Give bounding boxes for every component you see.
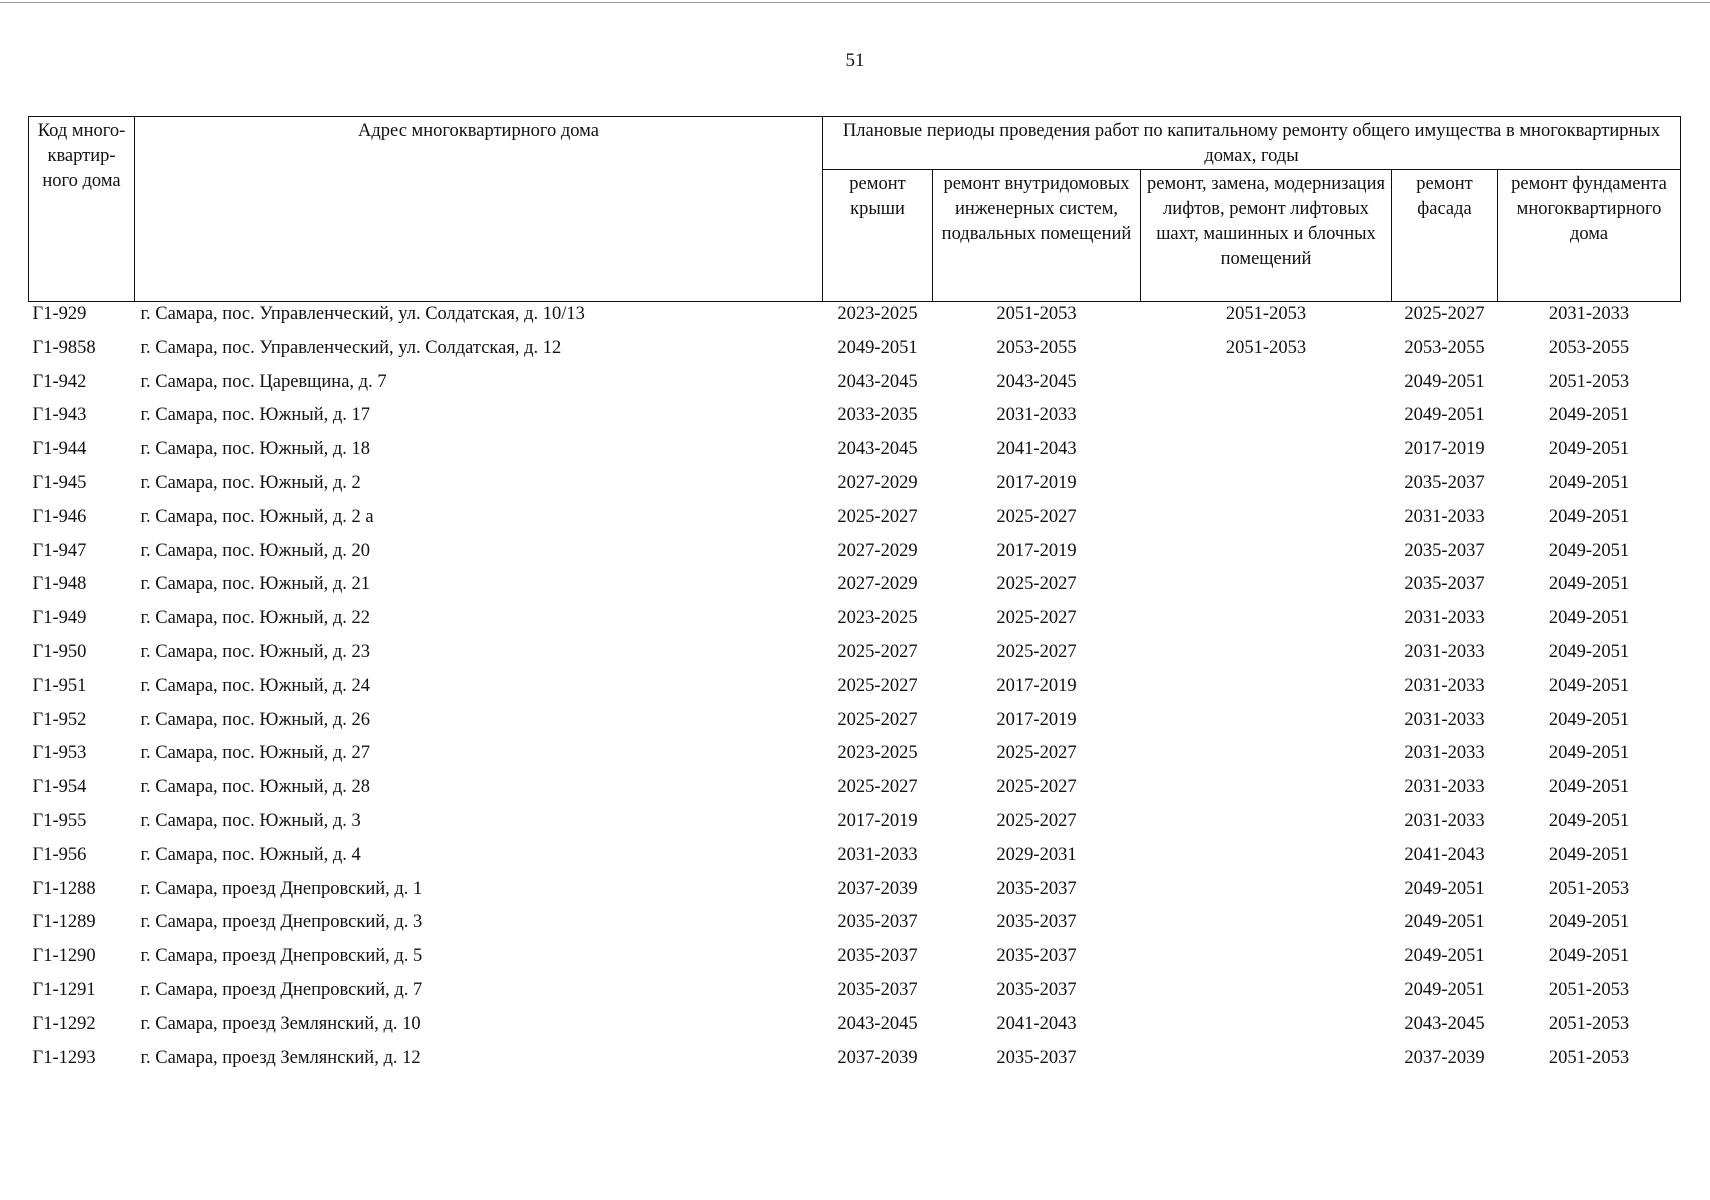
- cell-facade: 2049-2051: [1404, 912, 1485, 933]
- cell-elevators: [1141, 403, 1392, 437]
- cell-roof: 2027-2029: [837, 472, 918, 493]
- cell-facade: 2031-2033: [1404, 810, 1485, 831]
- table-row: [29, 843, 1681, 877]
- header-address: Адрес многоквартирного дома: [135, 117, 823, 302]
- cell-facade: 2041-2043: [1404, 844, 1485, 865]
- cell-code: Г1-952: [32, 709, 87, 730]
- cell-foundation: 2049-2051: [1548, 405, 1630, 426]
- cell-foundation: 2031-2033: [1548, 304, 1630, 324]
- cell-elevators: [1141, 606, 1392, 640]
- cell-elevators: 2051-2053: [1225, 304, 1307, 324]
- cell-foundation: 2049-2051: [1548, 675, 1630, 696]
- cell-foundation: 2051-2053: [1548, 1047, 1630, 1068]
- top-rule: [0, 2, 1710, 3]
- cell-roof: 2035-2037: [837, 946, 918, 967]
- cell-facade: 2031-2033: [1404, 608, 1485, 629]
- header-periods-group: Плановые периоды проведения работ по капитальному ремонту общего имущества в многоквартирных домах, годы: [823, 117, 1681, 170]
- table-row: [29, 1046, 1681, 1080]
- cell-address: г. Самара, пос. Южный, д. 21: [140, 574, 371, 595]
- cell-code: Г1-1292: [32, 1013, 96, 1034]
- cell-engineering: 2025-2027: [996, 743, 1077, 764]
- cell-foundation: 2049-2051: [1548, 608, 1630, 629]
- cell-engineering: 2025-2027: [996, 641, 1077, 662]
- cell-roof: 2025-2027: [837, 506, 918, 527]
- cell-code: Г1-954: [32, 777, 87, 798]
- cell-engineering: 2041-2043: [996, 1013, 1077, 1034]
- table-row: [29, 910, 1681, 944]
- cell-roof: 2025-2027: [837, 641, 918, 662]
- cell-facade: 2049-2051: [1404, 979, 1485, 1000]
- cell-elevators: [1141, 674, 1392, 708]
- cell-address: г. Самара, пос. Южный, д. 24: [140, 675, 371, 696]
- cell-elevators: [1141, 370, 1392, 404]
- cell-elevators: 2051-2053: [1225, 337, 1307, 358]
- cell-facade: 2049-2051: [1404, 371, 1485, 392]
- cell-elevators: [1141, 877, 1392, 911]
- header-facade: ремонт фасада: [1392, 170, 1498, 302]
- cell-roof: 2043-2045: [837, 371, 918, 392]
- cell-foundation: 2049-2051: [1548, 439, 1630, 460]
- table-row: [29, 437, 1681, 471]
- cell-roof: 2035-2037: [837, 912, 918, 933]
- cell-foundation: 2051-2053: [1548, 1013, 1630, 1034]
- table-row: [29, 877, 1681, 911]
- cell-facade: 2049-2051: [1404, 878, 1485, 899]
- cell-address: г. Самара, пос. Южный, д. 26: [140, 709, 371, 730]
- cell-code: Г1-1289: [32, 912, 96, 933]
- cell-elevators: [1141, 539, 1392, 573]
- cell-address: г. Самара, пос. Южный, д. 2 а: [140, 506, 374, 527]
- cell-elevators: [1141, 505, 1392, 539]
- cell-facade: 2017-2019: [1404, 439, 1485, 460]
- table-row: [29, 471, 1681, 505]
- cell-engineering: 2025-2027: [996, 810, 1077, 831]
- table-header: [29, 117, 1681, 302]
- cell-elevators: [1141, 741, 1392, 775]
- cell-engineering: 2025-2027: [996, 506, 1077, 527]
- cell-engineering: 2035-2037: [996, 912, 1077, 933]
- cell-elevators: [1141, 640, 1392, 674]
- cell-roof: 2037-2039: [837, 1047, 918, 1068]
- cell-facade: 2025-2027: [1404, 304, 1485, 324]
- cell-facade: 2035-2037: [1404, 574, 1485, 595]
- cell-elevators: [1141, 1046, 1392, 1080]
- cell-engineering: 2017-2019: [996, 472, 1077, 493]
- cell-elevators: [1141, 910, 1392, 944]
- cell-address: г. Самара, проезд Землянский, д. 10: [140, 1013, 421, 1034]
- cell-roof: 2025-2027: [837, 675, 918, 696]
- cell-facade: 2031-2033: [1404, 506, 1485, 527]
- cell-foundation: 2049-2051: [1548, 777, 1630, 798]
- capital-repair-table: [28, 116, 1681, 1079]
- cell-engineering: 2035-2037: [996, 1047, 1077, 1068]
- table-row: [29, 505, 1681, 539]
- cell-roof: 2037-2039: [837, 878, 918, 899]
- cell-engineering: 2035-2037: [996, 878, 1077, 899]
- header-code: Код много-квартир-ного дома: [29, 117, 135, 302]
- table-row: [29, 539, 1681, 573]
- cell-roof: 2017-2019: [837, 810, 918, 831]
- cell-facade: 2049-2051: [1404, 405, 1485, 426]
- cell-foundation: 2049-2051: [1548, 506, 1630, 527]
- cell-roof: 2023-2025: [837, 608, 918, 629]
- cell-code: Г1-950: [32, 641, 87, 662]
- cell-elevators: [1141, 1012, 1392, 1046]
- cell-code: Г1-944: [32, 439, 87, 460]
- cell-address: г. Самара, пос. Южный, д. 17: [140, 405, 371, 426]
- cell-code: Г1-1290: [32, 946, 96, 967]
- table-row: [29, 403, 1681, 437]
- cell-elevators: [1141, 843, 1392, 877]
- table-row: [29, 302, 1681, 336]
- cell-facade: 2031-2033: [1404, 675, 1485, 696]
- cell-engineering: 2051-2053: [996, 304, 1077, 324]
- cell-elevators: [1141, 944, 1392, 978]
- cell-engineering: 2017-2019: [996, 540, 1077, 561]
- table-row: [29, 944, 1681, 978]
- cell-engineering: 2035-2037: [996, 946, 1077, 967]
- cell-address: г. Самара, пос. Управленческий, ул. Солдатская, д. 12: [140, 337, 562, 358]
- cell-foundation: 2051-2053: [1548, 878, 1630, 899]
- cell-code: Г1-947: [32, 540, 87, 561]
- cell-code: Г1-953: [32, 743, 87, 764]
- cell-engineering: 2029-2031: [996, 844, 1077, 865]
- cell-foundation: 2051-2053: [1548, 979, 1630, 1000]
- cell-address: г. Самара, пос. Южный, д. 20: [140, 540, 371, 561]
- cell-engineering: 2025-2027: [996, 777, 1077, 798]
- cell-code: Г1-945: [32, 472, 87, 493]
- cell-facade: 2037-2039: [1404, 1047, 1485, 1068]
- cell-engineering: 2041-2043: [996, 439, 1077, 460]
- cell-foundation: 2049-2051: [1548, 946, 1630, 967]
- cell-address: г. Самара, пос. Южный, д. 2: [140, 472, 361, 493]
- cell-foundation: 2049-2051: [1548, 844, 1630, 865]
- table-row: [29, 336, 1681, 370]
- cell-foundation: 2049-2051: [1548, 810, 1630, 831]
- cell-address: г. Самара, пос. Южный, д. 23: [140, 641, 371, 662]
- table-row: [29, 674, 1681, 708]
- table-row: [29, 775, 1681, 809]
- cell-foundation: 2049-2051: [1548, 540, 1630, 561]
- cell-elevators: [1141, 437, 1392, 471]
- cell-roof: 2035-2037: [837, 979, 918, 1000]
- cell-address: г. Самара, пос. Управленческий, ул. Солдатская, д. 10/13: [140, 304, 585, 324]
- cell-engineering: 2025-2027: [996, 608, 1077, 629]
- cell-facade: 2031-2033: [1404, 641, 1485, 662]
- cell-engineering: 2017-2019: [996, 709, 1077, 730]
- cell-roof: 2025-2027: [837, 709, 918, 730]
- cell-elevators: [1141, 471, 1392, 505]
- cell-engineering: 2017-2019: [996, 675, 1077, 696]
- cell-foundation: 2051-2053: [1548, 371, 1630, 392]
- cell-facade: 2035-2037: [1404, 540, 1485, 561]
- cell-facade: 2035-2037: [1404, 472, 1485, 493]
- table-row: [29, 572, 1681, 606]
- table-row: [29, 708, 1681, 742]
- header-elevators: ремонт, замена, модернизация лифтов, ремонт лифтовых шахт, машинных и блочных помещений: [1141, 170, 1392, 302]
- cell-code: Г1-951: [32, 675, 87, 696]
- cell-roof: 2023-2025: [837, 743, 918, 764]
- cell-foundation: 2053-2055: [1548, 337, 1630, 358]
- cell-address: г. Самара, пос. Южный, д. 18: [140, 439, 371, 460]
- cell-address: г. Самара, проезд Днепровский, д. 1: [140, 878, 423, 899]
- table-row: [29, 978, 1681, 1012]
- cell-code: Г1-955: [32, 810, 87, 831]
- cell-address: г. Самара, проезд Днепровский, д. 5: [140, 946, 423, 967]
- cell-roof: 2025-2027: [837, 777, 918, 798]
- header-roof: ремонт крыши: [823, 170, 933, 302]
- table-row: [29, 809, 1681, 843]
- cell-code: Г1-929: [32, 304, 87, 324]
- cell-roof: 2031-2033: [837, 844, 918, 865]
- cell-roof: 2033-2035: [837, 405, 918, 426]
- cell-foundation: 2049-2051: [1548, 641, 1630, 662]
- cell-address: г. Самара, проезд Днепровский, д. 3: [140, 912, 423, 933]
- cell-roof: 2049-2051: [837, 337, 918, 358]
- cell-facade: 2043-2045: [1404, 1013, 1485, 1034]
- cell-address: г. Самара, проезд Землянский, д. 12: [140, 1047, 421, 1068]
- cell-facade: 2031-2033: [1404, 777, 1485, 798]
- cell-address: г. Самара, пос. Южный, д. 3: [140, 810, 361, 831]
- cell-foundation: 2049-2051: [1548, 574, 1630, 595]
- cell-roof: 2023-2025: [837, 304, 918, 324]
- page-number: 51: [845, 50, 865, 71]
- cell-facade: 2031-2033: [1404, 743, 1485, 764]
- header-engineering: ремонт внутридомовых инженерных систем, подвальных помещений: [933, 170, 1141, 302]
- cell-engineering: 2031-2033: [996, 405, 1077, 426]
- cell-roof: 2027-2029: [837, 574, 918, 595]
- cell-code: Г1-9858: [32, 337, 96, 358]
- cell-address: г. Самара, пос. Южный, д. 22: [140, 608, 371, 629]
- cell-facade: 2031-2033: [1404, 709, 1485, 730]
- cell-code: Г1-946: [32, 506, 87, 527]
- table-row: [29, 741, 1681, 775]
- cell-roof: 2043-2045: [837, 1013, 918, 1034]
- table-body: [29, 302, 1681, 1080]
- cell-code: Г1-1288: [32, 878, 96, 899]
- table-row: [29, 606, 1681, 640]
- table-row: [29, 1012, 1681, 1046]
- cell-facade: 2049-2051: [1404, 946, 1485, 967]
- cell-foundation: 2049-2051: [1548, 912, 1630, 933]
- cell-facade: 2053-2055: [1404, 337, 1485, 358]
- cell-address: г. Самара, пос. Южный, д. 28: [140, 777, 371, 798]
- cell-foundation: 2049-2051: [1548, 709, 1630, 730]
- cell-roof: 2027-2029: [837, 540, 918, 561]
- cell-elevators: [1141, 978, 1392, 1012]
- cell-engineering: 2025-2027: [996, 574, 1077, 595]
- cell-foundation: 2049-2051: [1548, 743, 1630, 764]
- cell-code: Г1-956: [32, 844, 87, 865]
- cell-code: Г1-1291: [32, 979, 96, 1000]
- table-row: [29, 370, 1681, 404]
- cell-engineering: 2053-2055: [996, 337, 1077, 358]
- header-foundation: ремонт фундамента многоквартирного дома: [1498, 170, 1681, 302]
- cell-foundation: 2049-2051: [1548, 472, 1630, 493]
- cell-code: Г1-1293: [32, 1047, 96, 1068]
- cell-elevators: [1141, 775, 1392, 809]
- cell-engineering: 2035-2037: [996, 979, 1077, 1000]
- cell-roof: 2043-2045: [837, 439, 918, 460]
- cell-elevators: [1141, 708, 1392, 742]
- cell-code: Г1-948: [32, 574, 87, 595]
- cell-address: г. Самара, пос. Царевщина, д. 7: [140, 371, 387, 392]
- cell-code: Г1-943: [32, 405, 87, 426]
- cell-code: Г1-942: [32, 371, 87, 392]
- cell-address: г. Самара, пос. Южный, д. 27: [140, 743, 371, 764]
- cell-elevators: [1141, 572, 1392, 606]
- cell-elevators: [1141, 809, 1392, 843]
- cell-engineering: 2043-2045: [996, 371, 1077, 392]
- cell-code: Г1-949: [32, 608, 87, 629]
- table-row: [29, 640, 1681, 674]
- cell-address: г. Самара, пос. Южный, д. 4: [140, 844, 361, 865]
- cell-address: г. Самара, проезд Днепровский, д. 7: [140, 979, 423, 1000]
